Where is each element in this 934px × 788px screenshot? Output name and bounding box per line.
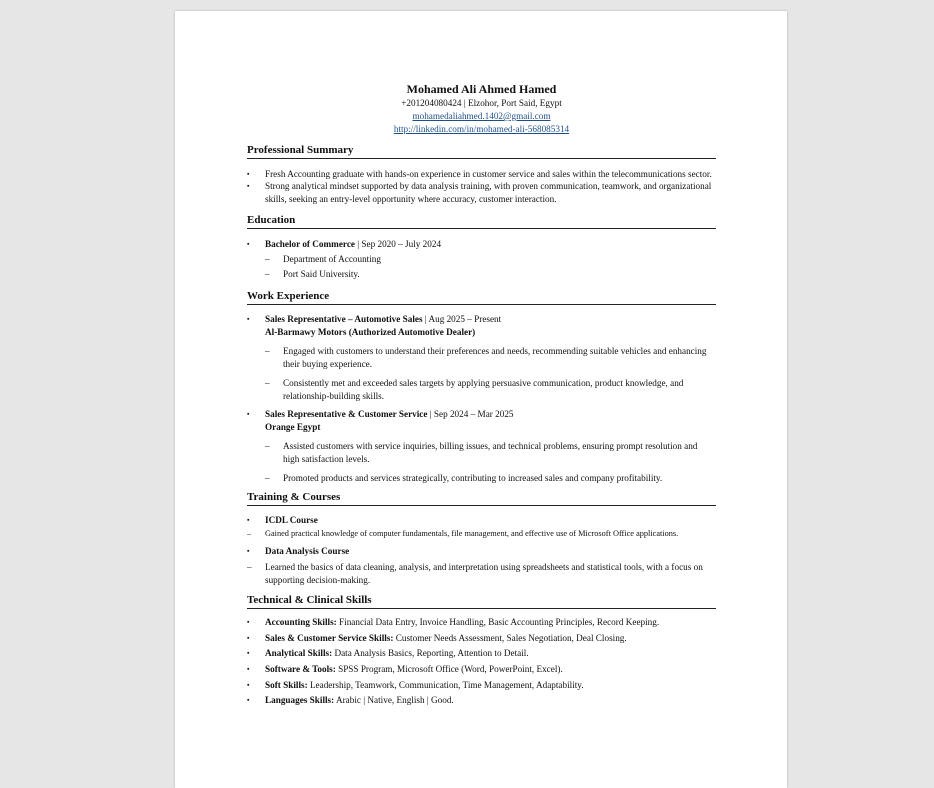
list-item bbox=[247, 238, 716, 251]
list-item: ▪ Software & Tools: SPSS Program, Microsoft Office (Word, PowerPoint, Excel). bbox=[247, 663, 716, 676]
list-item: ▪ Strong analytical mindset supported by data analysis training, with proven communication, teamwork, and organizational skills, seeking an entry-level opportunity where accuracy, customer interaction. bbox=[247, 180, 716, 206]
degree-name: Bachelor of Commerce bbox=[265, 239, 355, 249]
degree-dates: | Sep 2020 – July 2024 bbox=[354, 239, 442, 249]
section-title-work: Work Experience bbox=[247, 289, 716, 305]
job-role: Sales Representative & Customer Service bbox=[265, 409, 428, 419]
job-company: Al-Barmawy Motors (Authorized Automotive Dealer) bbox=[265, 327, 476, 337]
course-description: – Learned the basics of data cleaning, analysis, and interpretation using spreadsheets and statistical tools, with a focus on supporting decision-making. bbox=[247, 561, 716, 587]
section-title-skills: Technical & Clinical Skills bbox=[247, 593, 716, 609]
course-name: ▪ Data Analysis Course bbox=[247, 545, 716, 558]
course-name: ▪ ICDL Course bbox=[247, 514, 716, 527]
list-item: ▪ Sales & Customer Service Skills: Customer Needs Assessment, Sales Negotiation, Deal Closing. bbox=[247, 632, 716, 645]
section-title-education: Education bbox=[247, 213, 716, 229]
resume-content bbox=[247, 82, 716, 707]
document-page bbox=[175, 11, 787, 788]
list-item: ▪ Analytical Skills: Data Analysis Basics, Reporting, Attention to Detail. bbox=[247, 647, 716, 660]
contact-line: +201204080424 | Elzohor, Port Said, Egypt bbox=[401, 98, 562, 108]
course-description: – Gained practical knowledge of computer fundamentals, file management, and effective use of Microsoft Office applications. bbox=[247, 527, 716, 540]
list-item: – Engaged with customers to understand their preferences and needs, recommending suitable vehicles and enhancing their buying experience. bbox=[247, 345, 716, 371]
education-list bbox=[247, 238, 716, 281]
job-company: Orange Egypt bbox=[265, 422, 321, 432]
list-item: ▪ Soft Skills: Leadership, Teamwork, Communication, Time Management, Adaptability. bbox=[247, 679, 716, 692]
work-list bbox=[247, 313, 716, 485]
list-item: – Department of Accounting bbox=[247, 253, 716, 266]
job-role: Sales Representative – Automotive Sales bbox=[265, 314, 423, 324]
skills-list bbox=[247, 616, 716, 707]
list-item: – Promoted products and services strategically, contributing to increased sales and company profitability. bbox=[247, 472, 716, 485]
job-entry bbox=[247, 313, 716, 326]
list-item: – Port Said University. bbox=[247, 268, 716, 281]
list-item: – Consistently met and exceeded sales targets by applying persuasive communication, product knowledge, and relationship-building skills. bbox=[247, 377, 716, 403]
section-title-training: Training & Courses bbox=[247, 490, 716, 506]
list-item: ▪ Fresh Accounting graduate with hands-on experience in customer service and sales within the telecommunications sector. bbox=[247, 168, 716, 181]
list-item: ▪ Accounting Skills: Financial Data Entry, Invoice Handling, Basic Accounting Principles, Record Keeping. bbox=[247, 616, 716, 629]
job-entry bbox=[247, 408, 716, 421]
resume-header bbox=[247, 82, 716, 136]
job-dates: | Sep 2024 – Mar 2025 bbox=[427, 409, 514, 419]
email-link[interactable]: mohamedaliahmed.1402@gmail.com bbox=[412, 111, 551, 121]
summary-list bbox=[247, 168, 716, 206]
candidate-name: Mohamed Ali Ahmed Hamed bbox=[406, 82, 557, 96]
job-dates: | Aug 2025 – Present bbox=[422, 314, 502, 324]
list-item: ▪ Languages Skills: Arabic | Native, English | Good. bbox=[247, 694, 716, 707]
section-title-summary: Professional Summary bbox=[247, 143, 716, 159]
training-list bbox=[247, 514, 716, 587]
linkedin-link[interactable]: http://linkedin.com/in/mohamed-ali-568085314 bbox=[393, 124, 570, 134]
list-item: – Assisted customers with service inquiries, billing issues, and technical problems, ensuring prompt resolution and high satisfaction levels. bbox=[247, 440, 716, 466]
